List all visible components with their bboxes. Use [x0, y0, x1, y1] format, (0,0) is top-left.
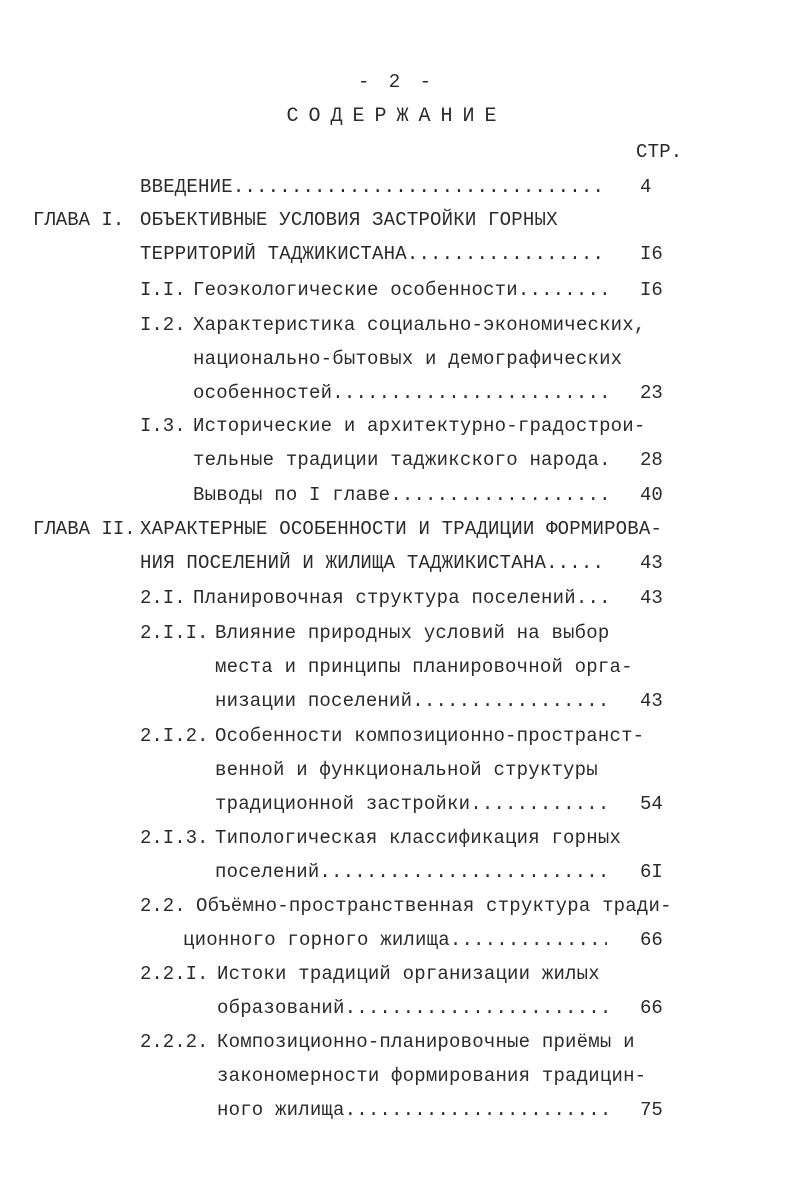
toc-entry-line: ОБЪЕКТИВНЫЕ УСЛОВИЯ ЗАСТРОЙКИ ГОРНЫХ: [140, 209, 558, 231]
toc-entry-page: 75: [640, 1099, 663, 1122]
toc-entry-line: традиционной застройки .....: [215, 793, 607, 815]
toc-entry-line: низации поселений .....: [215, 690, 607, 712]
toc-entry-line: места и принципы планировочной орга-: [215, 656, 633, 679]
toc-entry-line: Планировочная структура поселений .....: [193, 587, 607, 609]
toc-entry-line: Объёмно-пространственная структура тради-: [196, 895, 672, 917]
toc-entry-page: 43: [640, 690, 663, 713]
toc-entry-page: 66: [640, 997, 663, 1020]
toc-entry-number: I.3.: [140, 415, 186, 437]
toc-entry-page: 40: [640, 484, 663, 506]
toc-entry-number: 2.I.: [140, 587, 186, 609]
toc-entry-number: 2.I.2.: [140, 725, 209, 747]
toc-entry-line: венной и функциональной структуры: [215, 759, 598, 782]
toc-entry-line: Исторические и архитектурно-градострои-: [193, 415, 646, 437]
toc-entry-line: закономерности формирования традицин-: [217, 1065, 647, 1088]
toc-entry-line: тельные традиции таджикского народа .....: [193, 449, 607, 471]
toc-entry-line: Композиционно-планировочные приёмы и: [217, 1031, 635, 1053]
page-title: СОДЕРЖАНИЕ: [286, 105, 507, 128]
toc-entry-page: 43: [640, 552, 663, 575]
toc-entry-number: ГЛАВА II.: [33, 518, 136, 540]
toc-entry-line: образований .....: [217, 997, 607, 1019]
toc-entry-page: 23: [640, 382, 663, 405]
toc-entry-page: 43: [640, 587, 663, 609]
toc-entry-page: I6: [640, 243, 663, 266]
toc-entry-line: ВВЕДЕНИЕ .....: [140, 176, 607, 198]
toc-entry-line: НИЯ ПОСЕЛЕНИЙ И ЖИЛИЩА ТАДЖИКИСТАНА .....: [140, 552, 607, 574]
toc-entry-number: 2.2.2.: [140, 1031, 209, 1053]
toc-entry-line: поселений .....: [215, 861, 607, 883]
toc-entry-line: Выводы по I главе .....: [193, 484, 607, 506]
toc-entry-line: Геоэкологические особенности .....: [193, 279, 607, 301]
page-column-label: СТР.: [636, 141, 683, 163]
toc-entry-line: ционного горного жилища .....: [183, 929, 607, 951]
toc-entry-line: особенностей .....: [193, 382, 607, 404]
toc-entry-number: 2.2.I.: [140, 963, 209, 985]
toc-entry-number: 2.2.: [140, 895, 186, 917]
toc-entry-line: Истоки традиций организации жилых: [217, 963, 600, 985]
page-number: - 2 -: [357, 71, 435, 93]
toc-entry-line: ТЕРРИТОРИЙ ТАДЖИКИСТАНА .....: [140, 243, 607, 265]
toc-entry-number: I.2.: [140, 314, 186, 336]
toc-entry-number: 2.I.3.: [140, 827, 209, 849]
toc-entry-page: I6: [640, 279, 663, 301]
toc-entry-line: Влияние природных условий на выбор: [215, 622, 610, 644]
toc-entry-number: ГЛАВА I.: [33, 209, 125, 231]
toc-entry-line: Особенности композиционно-пространст-: [215, 725, 645, 747]
toc-entry-page: 6I: [640, 861, 663, 884]
toc-entry-page: 28: [640, 449, 663, 472]
toc-entry-line: ного жилища .....: [217, 1099, 607, 1121]
toc-entry-line: Характеристика социально-экономических,: [193, 314, 646, 336]
toc-entry-line: национально-бытовых и демографических: [193, 348, 623, 371]
toc-entry-page: 54: [640, 793, 663, 816]
toc-entry-line: ХАРАКТЕРНЫЕ ОСОБЕННОСТИ И ТРАДИЦИИ ФОРМИРОВА-: [140, 518, 663, 540]
toc-entry-page: 4: [640, 176, 652, 198]
toc-entry-number: 2.I.I.: [140, 622, 209, 644]
toc-entry-line: Типологическая классификация горных: [215, 827, 622, 849]
toc-entry-number: I.I.: [140, 279, 186, 301]
toc-entry-page: 66: [640, 929, 663, 952]
